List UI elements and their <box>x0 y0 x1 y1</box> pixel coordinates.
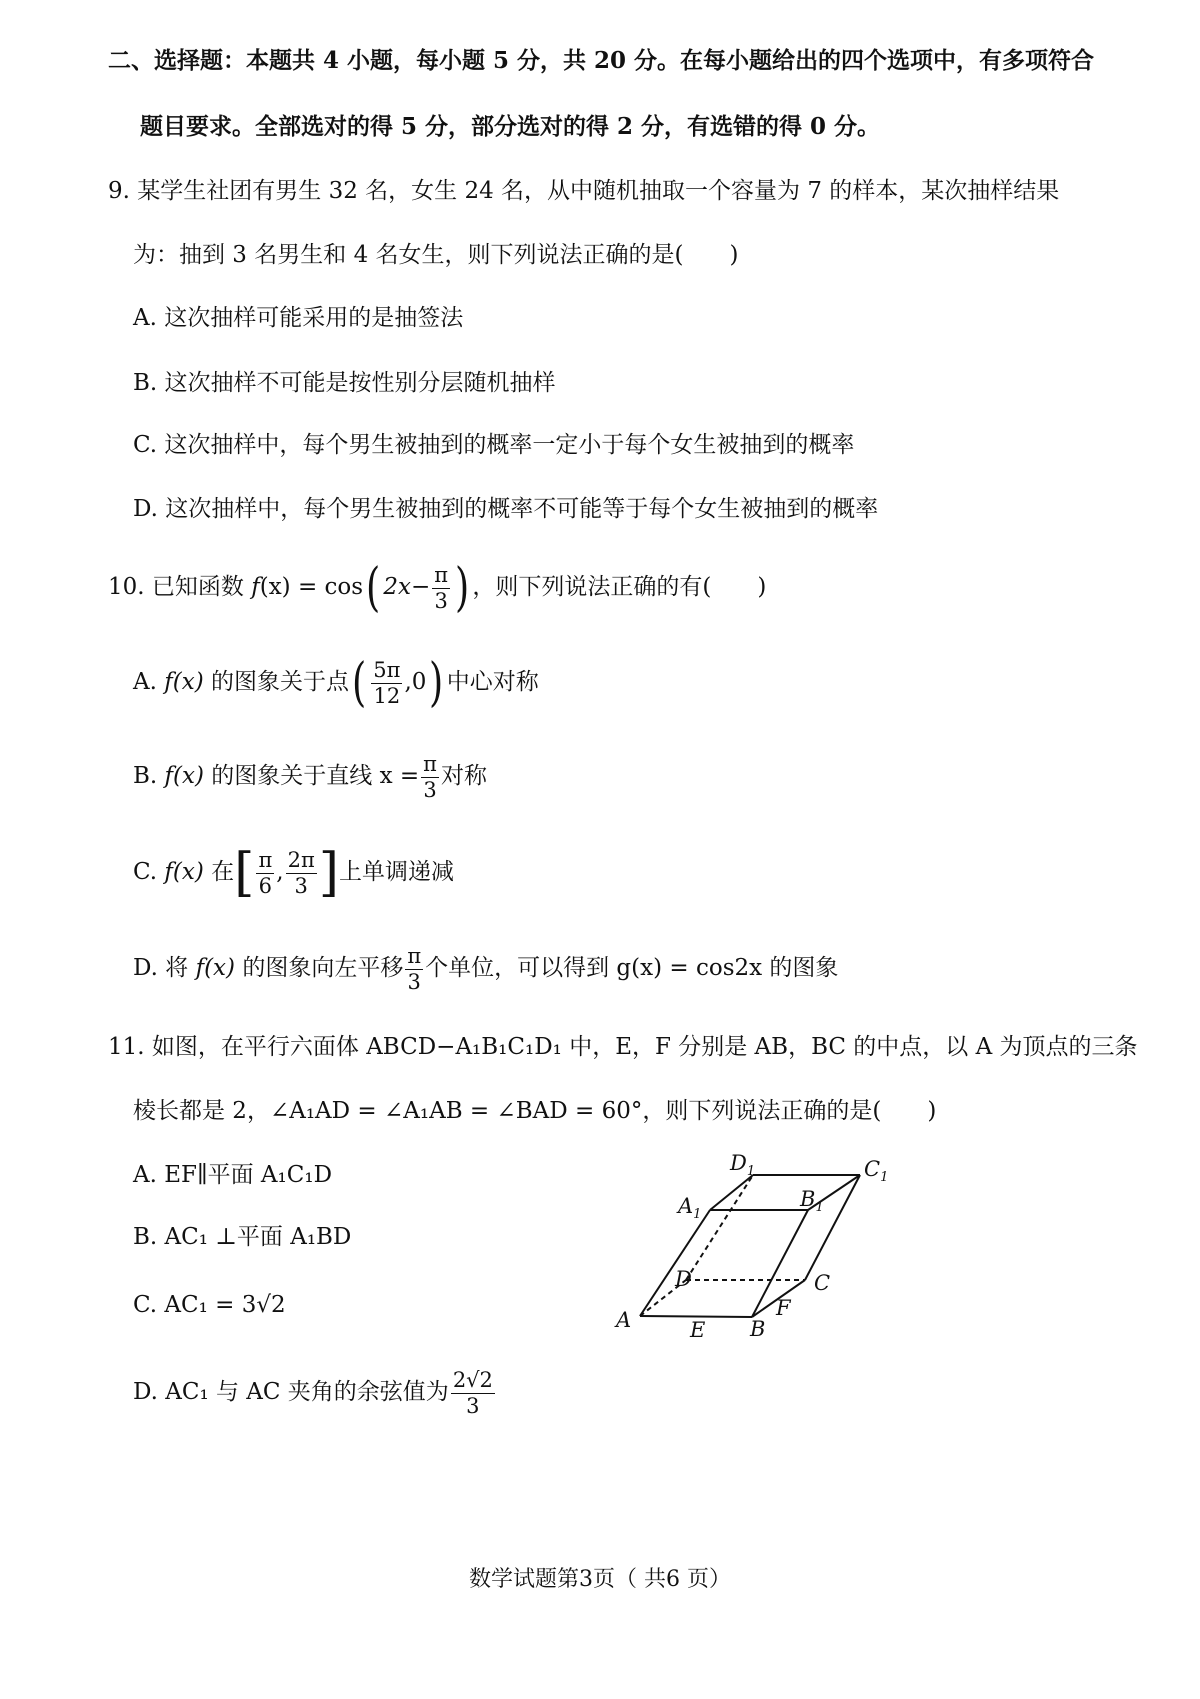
q9-option-c: C. 这次抽样中，每个男生被抽到的概率一定小于每个女生被抽到的概率 <box>133 432 855 458</box>
q9-stem-line1: 9. 某学生社团有男生 32 名，女生 24 名，从中随机抽取一个容量为 7 的样本，某次抽样结果 <box>108 178 1060 204</box>
label-D: D <box>675 1267 692 1291</box>
q9-option-a: A. 这次抽样可能采用的是抽签法 <box>133 305 464 331</box>
q11-stem-line1: 11. 如图，在平行六面体 ABCD−A₁B₁C₁D₁ 中，E，F 分别是 AB，BC 的中点，以 A 为顶点的三条 <box>108 1034 1138 1060</box>
q10-stem: 10. 已知函数 f(x) = cos( 2x− $\frac{\pi}{3}$ ) ，则下列说法正确的有( ) <box>108 558 767 618</box>
q11-option-c: C. AC₁ = 3√2 <box>133 1292 286 1318</box>
q11-option-b: B. AC₁ ⊥平面 A₁BD <box>133 1224 352 1250</box>
q9-option-d: D. 这次抽样中，每个男生被抽到的概率不可能等于每个女生被抽到的概率 <box>133 496 879 522</box>
q10-option-d: D. 将 f(x) 的图象向左平移 $\frac{\pi}{3}$ 个单位，可以得到 g(x) = cos2x 的图象 <box>133 944 839 994</box>
q11-stem-line2: 棱长都是 2，∠A₁AD = ∠A₁AB = ∠BAD = 60°，则下列说法正确的是( ) <box>133 1098 937 1124</box>
q10-option-b: B. f(x) 的图象关于直线 x = $\frac{\pi}{3}$ 对称 <box>133 752 487 802</box>
label-A: A <box>616 1308 632 1332</box>
q10-option-c: C. f(x) 在[ $\frac{\pi}{6}$ , $\frac{2\pi}{3}$ ]上单调递减 <box>133 843 455 903</box>
label-B: B <box>750 1317 766 1341</box>
label-A1: $A_1$ <box>678 1194 702 1222</box>
label-C: C <box>814 1271 831 1295</box>
q11-option-d: D. AC₁ 与 AC 夹角的余弦值为 $\frac{2√2}{3}$ <box>133 1368 493 1418</box>
label-F: F <box>776 1296 791 1320</box>
section-heading-line1: 二、选择题：本题共 4 小题，每小题 5 分，共 20 分。在每小题给出的四个选项中，有多项符合 <box>108 47 1095 74</box>
label-B1: $B_1$ <box>800 1187 824 1215</box>
section-heading-line2: 题目要求。全部选对的得 5 分，部分选对的得 2 分，有选错的得 0 分。 <box>140 113 881 140</box>
q10-option-a: A. f(x) 的图象关于点( $\frac{5\pi}{12}$ ,0) 中心对称 <box>133 653 539 713</box>
figure-labels <box>600 1150 900 1350</box>
label-D1: $D_1$ <box>730 1151 756 1179</box>
edge-AB <box>640 1316 752 1317</box>
q11-option-a: A. EF∥平面 A₁C₁D <box>133 1162 333 1188</box>
edge-A1D1 <box>710 1175 753 1210</box>
label-E: E <box>690 1318 706 1342</box>
edge-AA1 <box>640 1210 710 1316</box>
q9-option-b: B. 这次抽样不可能是按性别分层随机抽样 <box>133 370 556 396</box>
q9-stem-line2: 为：抽到 3 名男生和 4 名女生，则下列说法正确的是( ) <box>133 242 739 268</box>
label-C1: $C_1$ <box>864 1157 889 1185</box>
page-footer: 数学试题第3页（ 共6 页） <box>469 1567 731 1592</box>
edge-DD1 <box>686 1175 753 1280</box>
